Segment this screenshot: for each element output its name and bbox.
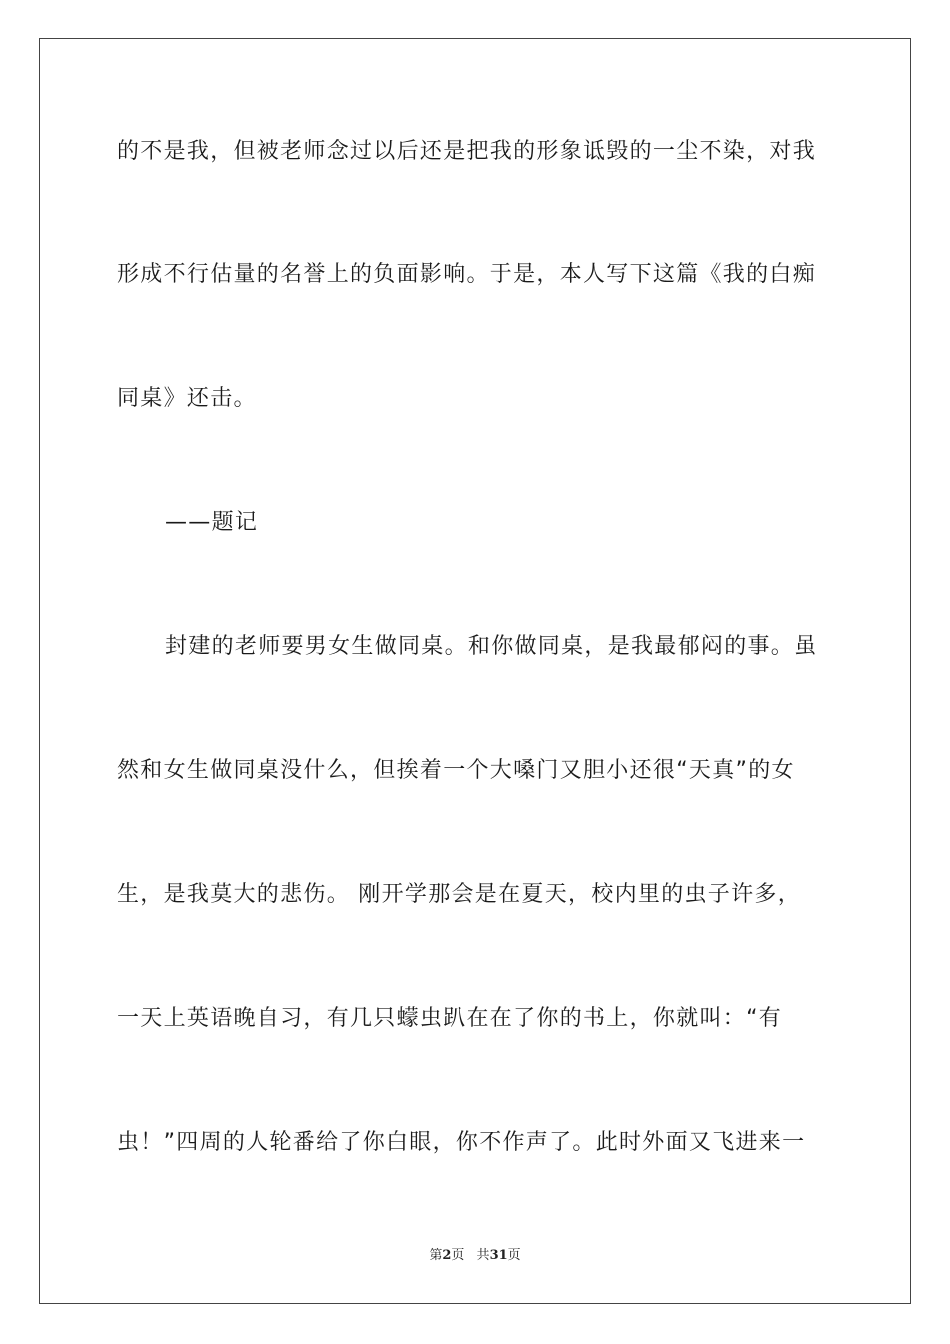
text-line-7: 生，是我莫大的悲伤。 刚开学那会是在夏天，校内里的虫子许多，	[117, 882, 801, 907]
text-line-3: 同桌》还击。	[117, 386, 257, 411]
text-line-9: 虫！”四周的人轮番给了你白眼，你不作声了。此时外面又飞进来一	[117, 1130, 806, 1155]
text-line-5: 封建的老师要男女生做同桌。和你做同桌，是我最郁闷的事。虽	[165, 634, 818, 659]
page-border	[39, 38, 911, 1304]
text-line-1: 的不是我，但被老师念过以后还是把我的形象诋毁的一尘不染，对我	[117, 139, 817, 164]
total-pages: 共31页	[476, 1248, 521, 1263]
text-line-2: 形成不行估量的名誉上的负面影响。于是，本人写下这篇《我的白痴	[117, 262, 817, 287]
page-footer	[0, 1247, 950, 1265]
text-line-8: 一天上英语晚自习，有几只蠓虫趴在在了你的书上，你就叫：“有	[117, 1006, 783, 1031]
current-page: 第2页	[429, 1248, 465, 1263]
text-line-6: 然和女生做同桌没什么，但挨着一个大嗓门又胆小还很“天真”的女	[117, 758, 795, 783]
epigraph-attribution: ——题记	[165, 510, 259, 535]
